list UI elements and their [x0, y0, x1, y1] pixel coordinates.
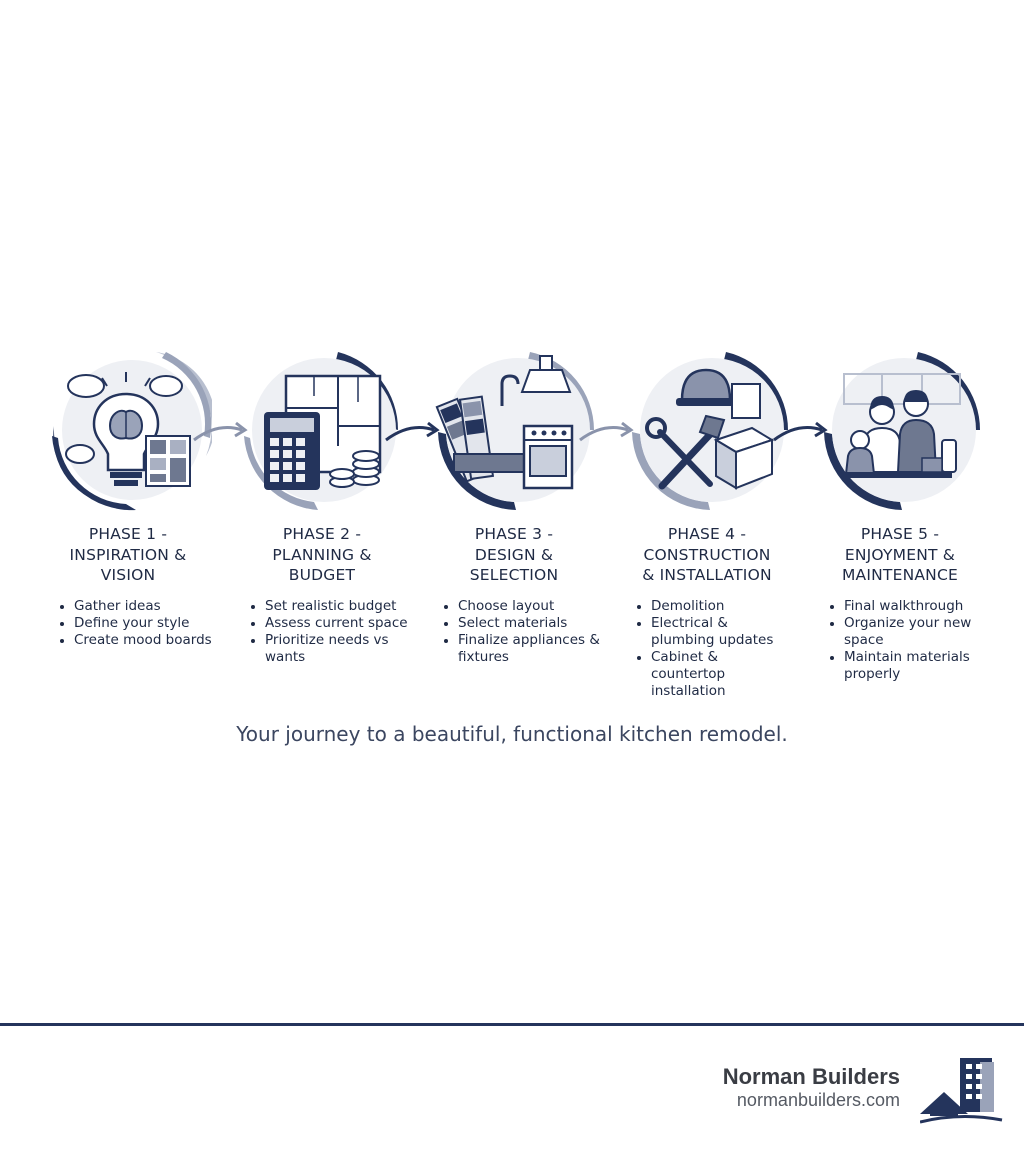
phase-4-list [635, 598, 785, 700]
lightbulb-brain-icon [46, 346, 212, 512]
list-item: Demolition [635, 598, 785, 615]
list-item: Maintain materials properly [828, 649, 988, 683]
phase-1-title: PHASE 1 - INSPIRATION & VISION [69, 525, 187, 584]
list-item: Cabinet & countertop installation [635, 649, 785, 700]
phase-4-title: PHASE 4 - CONSTRUCTION & INSTALLATION [642, 525, 772, 584]
list-item: Organize your new space [828, 615, 988, 649]
list-item: Set realistic budget [249, 598, 425, 615]
list-item: Create mood boards [58, 632, 238, 649]
phase-1-list [58, 598, 238, 649]
list-item: Final walkthrough [828, 598, 988, 615]
list-item: Select materials [442, 615, 602, 632]
family-kitchen-icon [818, 346, 984, 512]
list-item: Gather ideas [58, 598, 238, 615]
list-item: Finalize appliances & fixtures [442, 632, 602, 666]
brand-url[interactable]: normanbuilders.com [736, 1090, 900, 1110]
phase-3-title: PHASE 3 - DESIGN & SELECTION [469, 525, 559, 584]
phase-3-list [442, 598, 602, 666]
phase-2-list [249, 598, 425, 666]
list-item: Electrical & plumbing updates [635, 615, 785, 649]
phase-2-title: PHASE 2 - PLANNING & BUDGET [272, 525, 372, 584]
swatches-stove-icon [432, 346, 598, 512]
list-item: Choose layout [442, 598, 602, 615]
tagline: Your journey to a beautiful, functional kitchen remodel. [236, 722, 788, 746]
brand-name: Norman Builders [722, 1064, 900, 1089]
list-item: Define your style [58, 615, 238, 632]
hardhat-tools-icon [626, 346, 792, 512]
list-item: Assess current space [249, 615, 425, 632]
list-item: Prioritize needs vs wants [249, 632, 425, 666]
phase-5-list [828, 598, 988, 683]
footer-divider [0, 1023, 1024, 1026]
calculator-blueprint-icon [238, 346, 404, 512]
building-house-logo-icon [920, 1056, 1004, 1126]
phase-5-title: PHASE 5 - ENJOYMENT & MAINTENANCE [841, 525, 958, 584]
